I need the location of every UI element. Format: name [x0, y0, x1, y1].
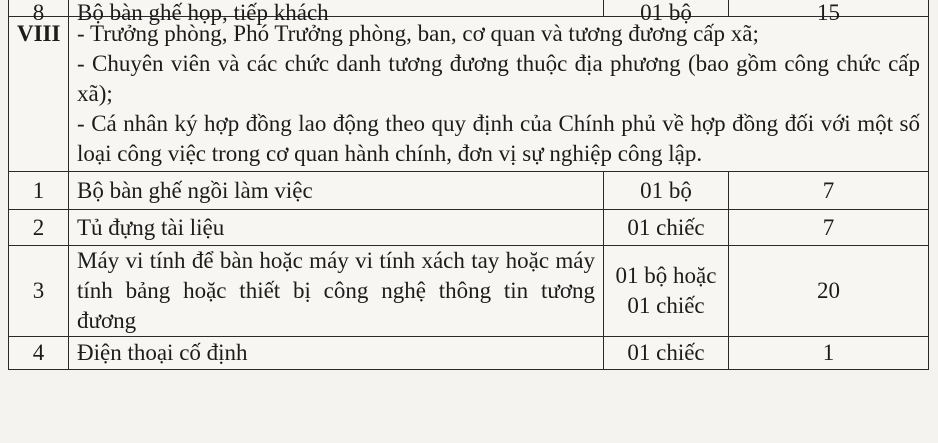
cell-item-name: Điện thoại cố định: [69, 337, 604, 370]
group-line: - Trưởng phòng, Phó Trưởng phòng, ban, cơ quan và tương đương cấp xã;: [77, 21, 759, 46]
table-row: [9, 172, 929, 210]
cell-stt: 4: [9, 337, 69, 370]
cell-quantity: 15: [729, 0, 929, 17]
cell-item-name: Bộ bàn ghế ngồi làm việc: [69, 172, 604, 210]
equipment-standards-table: [8, 0, 929, 370]
cell-stt: 1: [9, 172, 69, 210]
cell-quantity: 7: [729, 210, 929, 246]
cell-item-name: Tủ đựng tài liệu: [69, 210, 604, 246]
group-line: - Cá nhân ký hợp đồng lao động theo quy định của Chính phủ về hợp đồng đối với một số loại công việc trong cơ quan hành chính, đơn vị sự nghiệp công lập.: [77, 111, 920, 166]
group-number: VIII: [9, 17, 69, 172]
group-description: [69, 17, 929, 172]
cell-unit: 01 bộ: [604, 0, 729, 17]
cell-stt: 2: [9, 210, 69, 246]
cell-unit: 01 bộ: [604, 172, 729, 210]
cell-unit: 01 bộ hoặc 01 chiếc: [604, 246, 729, 337]
cell-item-name: Máy vi tính để bàn hoặc máy vi tính xách tay hoặc máy tính bảng hoặc thiết bị công nghệ thông tin tương đương: [69, 246, 604, 337]
group-header-row: [9, 17, 929, 172]
cell-unit: 01 chiếc: [604, 337, 729, 370]
table-row-cut-off: [9, 0, 929, 17]
cell-quantity: 20: [729, 246, 929, 337]
document-page: [8, 0, 928, 370]
cell-unit: 01 chiếc: [604, 210, 729, 246]
table-row: [9, 337, 929, 370]
group-line: - Chuyên viên và các chức danh tương đương thuộc địa phương (bao gồm công chức cấp xã);: [77, 51, 920, 106]
cell-stt: 3: [9, 246, 69, 337]
cell-item-name: Bộ bàn ghế họp, tiếp khách: [69, 0, 604, 17]
cell-quantity: 7: [729, 172, 929, 210]
table-row: [9, 210, 929, 246]
table-row: [9, 246, 929, 337]
cell-stt: 8: [9, 0, 69, 17]
cell-quantity: 1: [729, 337, 929, 370]
